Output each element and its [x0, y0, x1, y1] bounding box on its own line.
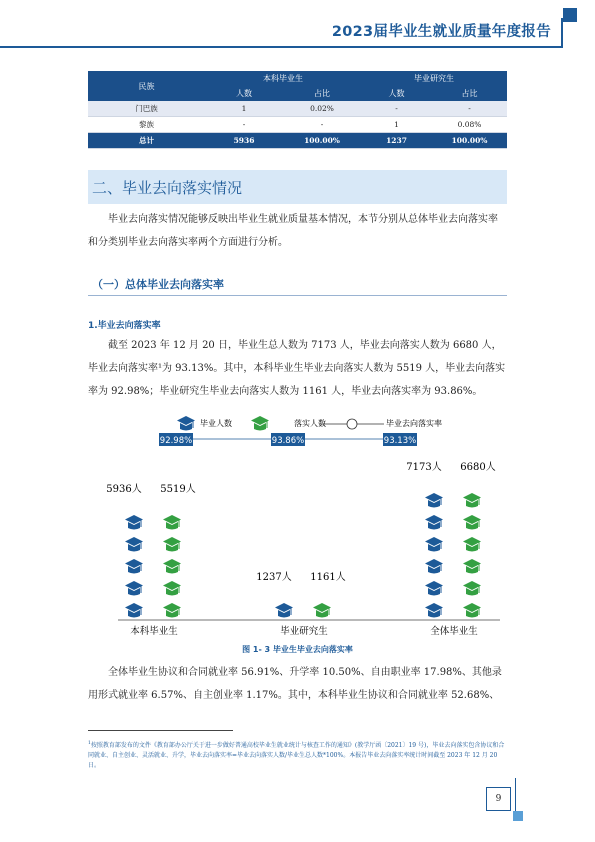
sub-header-ratio: 占比	[283, 86, 361, 101]
page-decoration-line	[515, 778, 516, 811]
placed-graduates-cap-icon	[463, 581, 481, 596]
total-graduates-cap-icon	[425, 603, 443, 618]
cell-g-ratio: 0.08%	[432, 117, 507, 133]
graduate-cap-icon	[177, 416, 195, 431]
placed-graduates-cap-icon	[463, 603, 481, 618]
header-divider	[561, 18, 563, 48]
section-title: 二、毕业去向落实情况	[92, 179, 243, 197]
placed-graduates-cap-icon	[463, 537, 481, 552]
cell-g-count: 1	[361, 117, 432, 133]
placed-graduates-cap-icon	[463, 493, 481, 508]
sub-header-count: 人数	[361, 86, 432, 101]
placed-graduates-cap-icon	[163, 581, 181, 596]
category-label: 本科毕业生	[130, 626, 178, 637]
placed-count-label: 5519人	[160, 484, 196, 495]
table-row	[88, 101, 507, 117]
placed-graduates-cap-icon	[163, 537, 181, 552]
category-label: 全体毕业生	[430, 626, 478, 637]
col-header-undergrad: 本科毕业生	[205, 71, 361, 86]
cell-u-ratio: 100.00%	[283, 133, 361, 149]
category-label: 毕业研究生	[280, 626, 328, 637]
legend-rate-label: 毕业去向落实率	[386, 419, 442, 428]
section-intro: 毕业去向落实情况能够反映出毕业生就业质量基本情况，本节分别从总体毕业去向落实率和分类别毕业去向落实率两个方面进行分析。	[88, 214, 498, 248]
cell-name: 黎族	[88, 117, 205, 133]
cell-g-count: -	[361, 101, 432, 117]
rate-label: 93.86%	[271, 436, 305, 446]
rate-label: 92.98%	[159, 436, 193, 446]
cell-g-ratio: 100.00%	[432, 133, 507, 149]
total-graduates-cap-icon	[125, 559, 143, 574]
legend-rate-marker	[347, 419, 357, 429]
page-number: 9	[486, 787, 511, 811]
total-graduates-cap-icon	[125, 581, 143, 596]
table-row	[88, 117, 507, 133]
graduate-cap-icon	[251, 416, 269, 431]
table-total-row	[88, 133, 507, 149]
cell-u-ratio: 0.02%	[283, 101, 361, 117]
report-title: 2023届毕业生就业质量年度报告	[331, 24, 551, 40]
part-paragraph: 截至 2023 年 12 月 20 日，毕业生总人数为 7173 人，毕业去向落实人数为 6680 人，毕业去向落实率¹为 93.13%。其中，本科毕业生毕业去向落实人数为 5519 人，毕业去向落实率为 92.98%；毕业研究生毕业去向落实人数为 1161 人，毕业去向落实率为 93.86%。	[88, 340, 506, 397]
placement-rate-chart	[88, 410, 507, 640]
legend	[177, 416, 442, 431]
total-graduates-cap-icon	[425, 559, 443, 574]
total-count-label: 1237人	[256, 572, 292, 583]
total-count-label: 7173人	[406, 462, 442, 473]
total-count-label: 5936人	[106, 484, 142, 495]
total-graduates-cap-icon	[425, 581, 443, 596]
total-graduates-cap-icon	[425, 515, 443, 530]
part-title: 1.毕业去向落实率	[88, 321, 161, 331]
placed-count-label: 6680人	[460, 462, 496, 473]
subsection-rule	[88, 295, 507, 296]
page-decoration-square	[513, 811, 523, 821]
subsection-title: （一）总体毕业去向落实率	[92, 278, 224, 291]
footnote-text: 按照教育部发布的文件《教育部办公厅关于进一步做好普通高校毕业生就业统计与核查工作的通知》(教学厅函〔2021〕19 号)，毕业去向落实包含协议和合同就业、自主创业、灵活就业、升学，毕业去向落实率=毕业去向落实人数/毕业生总人数*100%。本报告毕业去向落实率统计时间截至 2023 年 12 月 20 日。	[88, 742, 505, 769]
placed-count-label: 1161人	[310, 572, 346, 583]
total-graduates-cap-icon	[425, 537, 443, 552]
cell-u-ratio: -	[283, 117, 361, 133]
cell-g-ratio: -	[432, 101, 507, 117]
cell-g-count: 1237	[361, 133, 432, 149]
placed-graduates-cap-icon	[313, 603, 331, 618]
header-rule	[0, 46, 562, 48]
cell-u-count: -	[205, 117, 283, 133]
col-header-ethnic: 民族	[88, 71, 205, 101]
placed-graduates-cap-icon	[163, 515, 181, 530]
cell-name: 门巴族	[88, 101, 205, 117]
cell-name: 总计	[88, 133, 205, 149]
rate-label: 93.13%	[383, 436, 417, 446]
ethnic-table	[88, 71, 507, 149]
placed-graduates-cap-icon	[163, 603, 181, 618]
header-corner-decoration	[563, 8, 577, 22]
legend-placed-label: 落实人数	[294, 419, 326, 428]
col-header-grad: 毕业研究生	[361, 71, 507, 86]
total-graduates-cap-icon	[275, 603, 293, 618]
sub-header-count: 人数	[205, 86, 283, 101]
total-graduates-cap-icon	[125, 537, 143, 552]
figure-caption: 图 1- 3 毕业生毕业去向落实率	[242, 645, 353, 654]
footnote	[88, 739, 507, 771]
total-graduates-cap-icon	[125, 515, 143, 530]
placed-graduates-cap-icon	[463, 515, 481, 530]
footnote-rule	[88, 730, 233, 731]
cell-u-count: 5936	[205, 133, 283, 149]
continuation-paragraph: 全体毕业生协议和合同就业率 56.91%、升学率 10.50%、自由职业率 17.98%、其他录用形式就业率 6.57%、自主创业率 1.17%。其中，本科毕业生协议和合同就业率 52.68%、	[88, 667, 502, 701]
total-graduates-cap-icon	[425, 493, 443, 508]
sub-header-ratio: 占比	[432, 86, 507, 101]
placed-graduates-cap-icon	[463, 559, 481, 574]
cell-u-count: 1	[205, 101, 283, 117]
footnote-mark: 1	[88, 741, 91, 746]
total-graduates-cap-icon	[125, 603, 143, 618]
legend-total-label: 毕业人数	[200, 419, 232, 428]
placed-graduates-cap-icon	[163, 559, 181, 574]
